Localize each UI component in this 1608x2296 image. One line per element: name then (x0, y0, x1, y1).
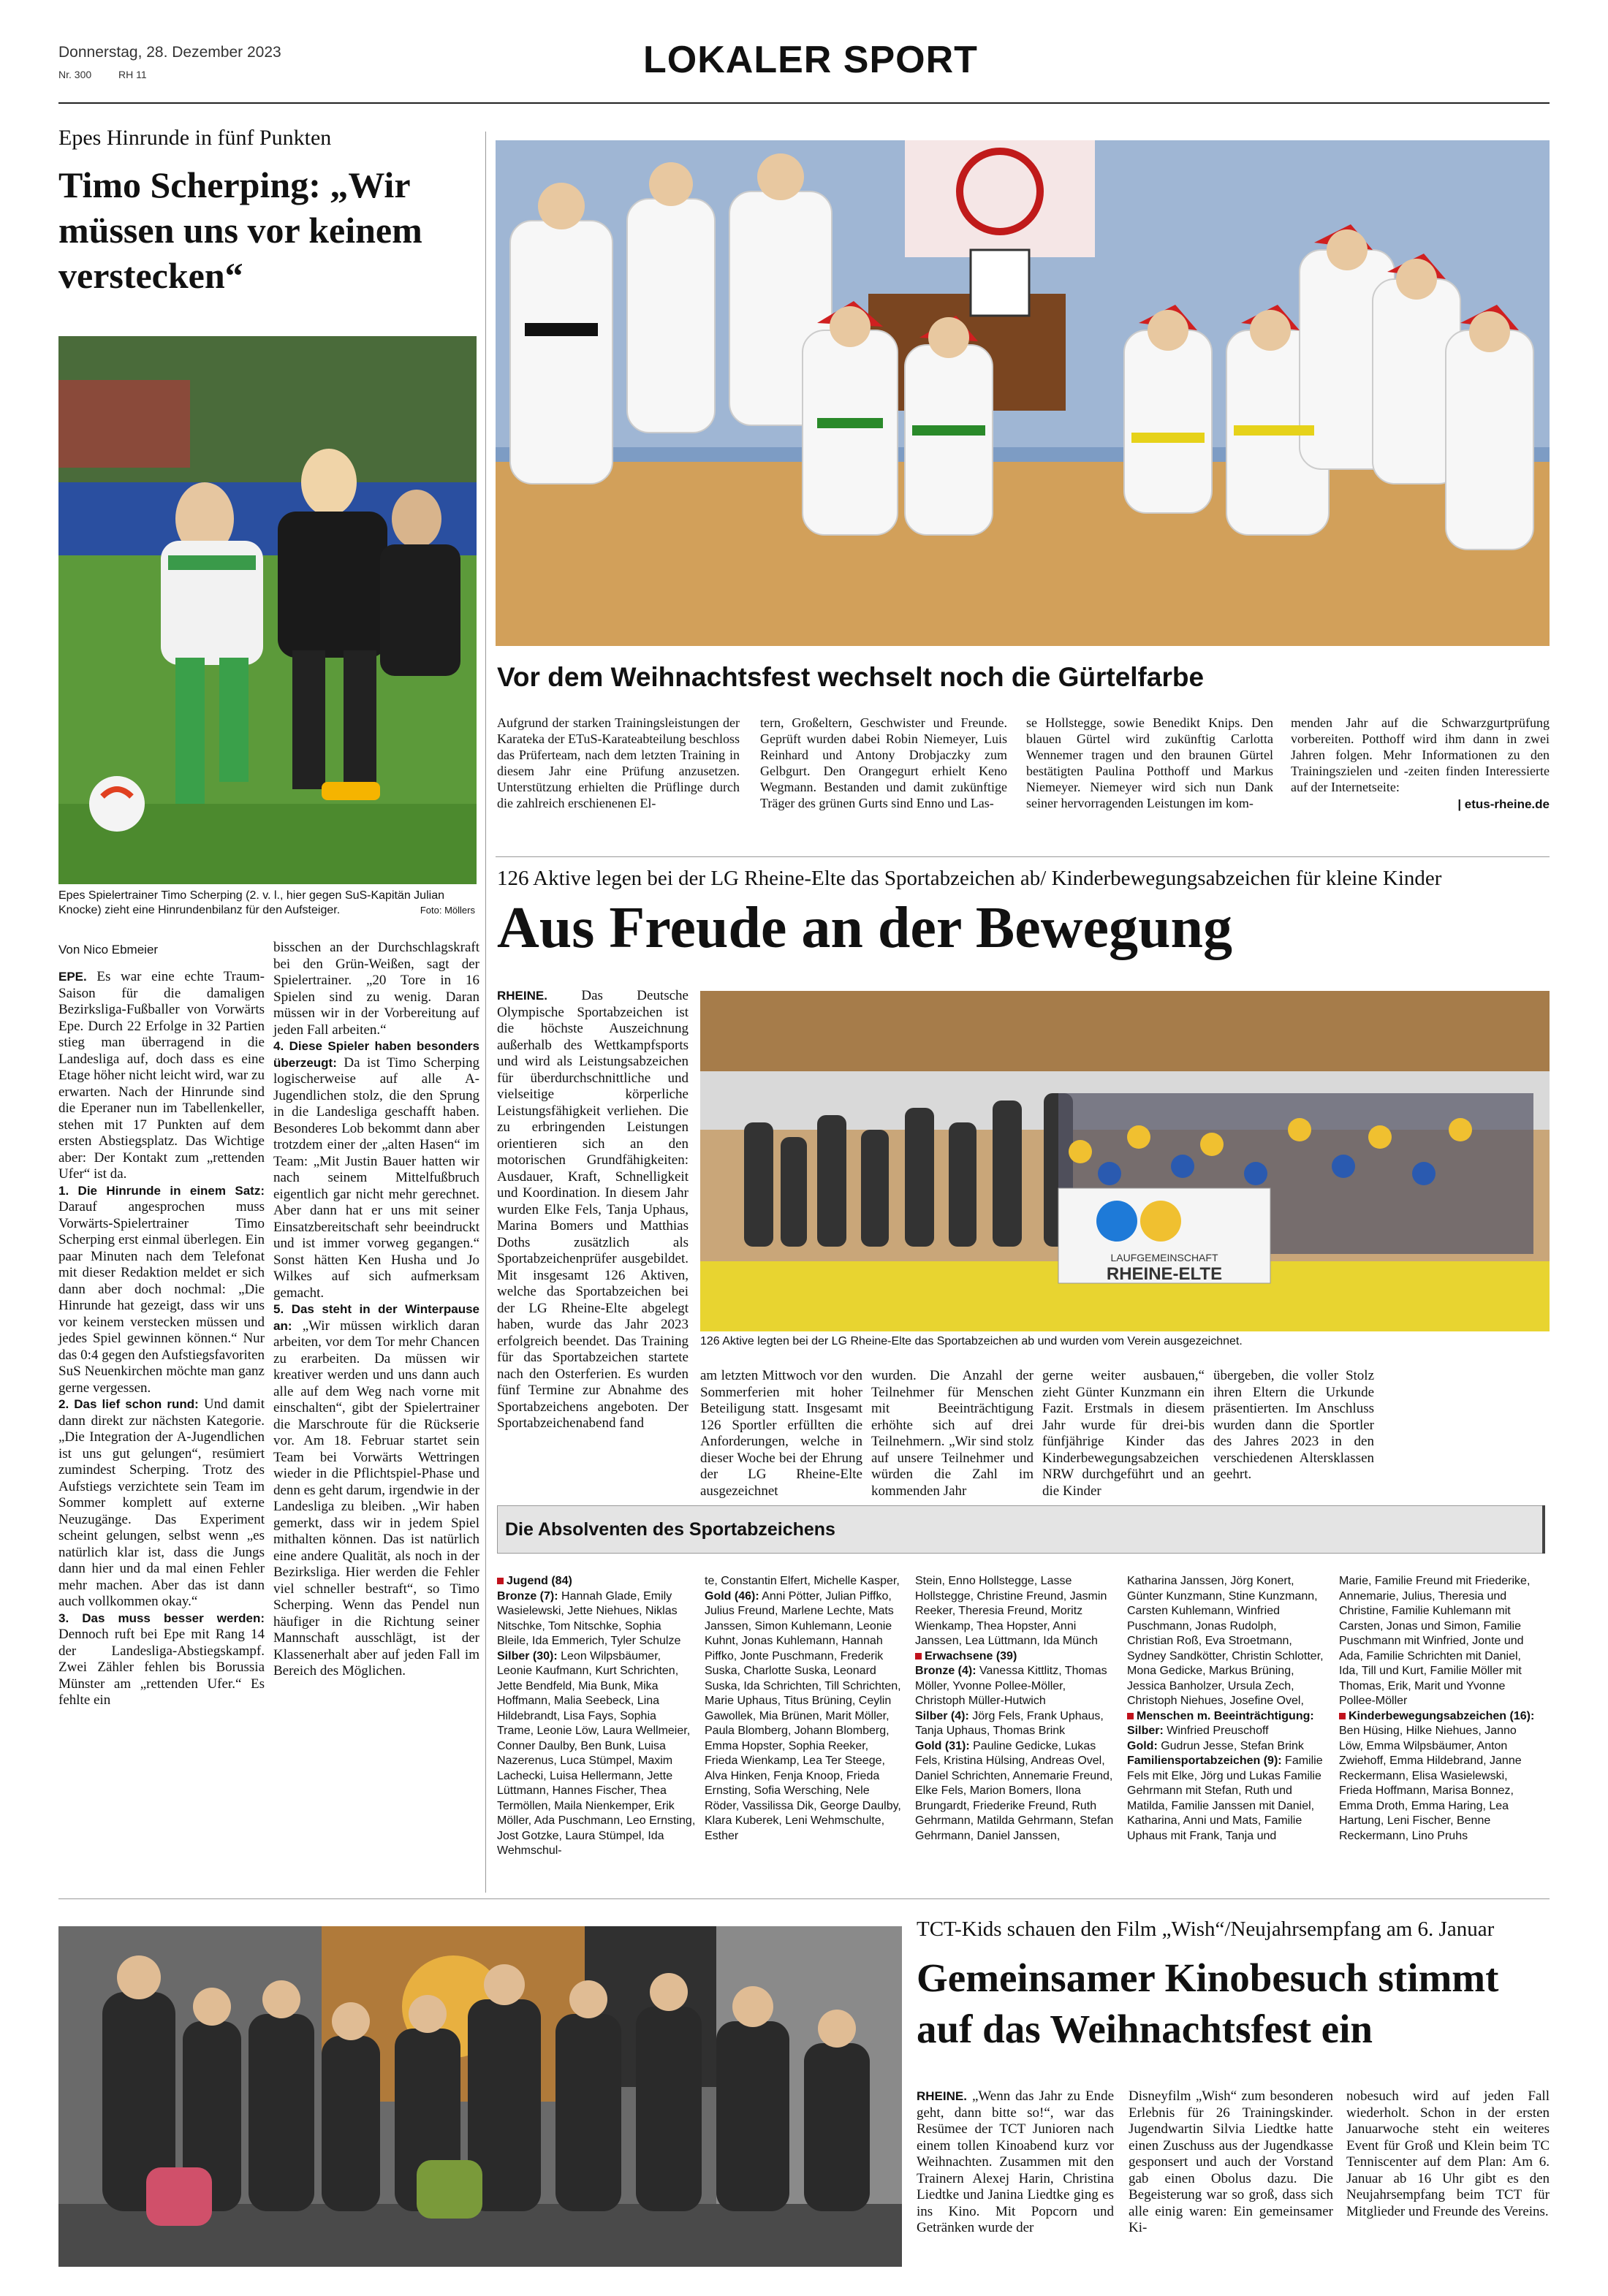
absolventen-category: Gold (46): (705, 1589, 759, 1603)
absolventen-entry (497, 1649, 696, 1859)
absolventen-names: Pauline Gedicke, Lukas Fels, Kristina Hülsing, Andreas Ovel, Daniel Schrichten, Annemarie Freund, Elke Fels, Marion Bomers, Ilona Brungardt, Friederike Freund, Ruth Gehrmann, Matilda Gehrmann, Stefan Gehrmann, Daniel Janssen, (915, 1739, 1114, 1842)
lg-kicker: 126 Aktive legen bei der LG Rheine-Elte das Sportabzeichen ab/ Kinderbewegungsabzeichen für kleine Kinder (497, 867, 1442, 890)
absolventen-category: Silber (4): (915, 1709, 969, 1722)
absolventen-names: Katharina Janssen, Jörg Konert, Günter Kunzmann, Stine Kunzmann, Carsten Kuhlemann, Winfried Puschmann, Jonas Rudolph, Christian Roß, Eva Stroetmann, Sydney Sandkötter, Christin Schlotter, Mona Gedicke, Markus Brüning, Jessica Banholzer, Ursula Zech, Christoph Niehues, Josefine Ovel, (1127, 1575, 1324, 1707)
bullet-square-icon (497, 1578, 504, 1584)
karate-column-4: menden Jahr auf die Schwarzgurtprüfung vorbereiten. Potthoff wird ihm dann in zwei Jahren folgen. Mehr Informationen zu den Trainingszielen und -zeiten finden Interessierte auf der Internetseite: | etus-rheine.de (1291, 715, 1550, 811)
absolventen-category: Gold (31): (915, 1739, 970, 1752)
absolventen-entry (497, 1574, 696, 1589)
absolventen-entry (705, 1589, 903, 1844)
epe-headline: Timo Scherping: „Wir müssen uns vor keinem verstecken“ (58, 164, 422, 296)
lg-column-4: gerne weiter ausbauen,“ zieht Günter Kunzmann ein Fazit. Erstmals in diesem Jahr wurde für drei-bis fünfjährige Kinder das Kinderbewegungsabzeichen NRW durchgeführt und an die Kinder (1042, 1368, 1205, 1499)
header-rule (58, 102, 1550, 104)
lg-intro-column: RHEINE. Das Deutsche Olympische Sportabzeichen ist die höchste Auszeichnung außerhalb des Wettkampfsports und wird als Leistungsabzeichen für überdurchschnittliche und vielseitige körperliche Leistungsfähigkeit verliehen. Die zu erbringenden Leistungen orientieren sich an den motorischen Grundfähigkeiten: Ausdauer, Kraft, Schnelligkeit und Koordination. In diesem Jahr wurden Elke Fels, Tanja Uphaus, Marina Bomers und Matthias Doths zusätzlich als Sportabzeichenprüfer ausgebildet. Mit insgesamt 126 Aktiven, welche das Sportabzeichen bei der LG Rheine-Elte abgelegt haben, wurde das Jahr 2023 erfolgreich beendet. Das Training für das Sportabzeichen startete nach den Osterferien. Es wurden fünf Termine zur Abnahme des Sportabzeichens angeboten. Der Sportabzeichenabend fand (497, 988, 689, 1431)
absolventen-list-1 (497, 1574, 696, 1859)
absolventen-entry (915, 1739, 1114, 1844)
absolventen-names: Familie Fels mit Elke, Jörg und Lukas Familie Gehrmann mit Stefan, Ruth und Matilda, Familie Janssen mit Daniel, Katharina, Anni und Mats, Familie Uphaus mit Frank, Tanja und (1127, 1755, 1323, 1842)
karate-headline: Vor dem Weihnachtsfest wechselt noch die Gürtelfarbe (497, 662, 1205, 692)
bullet-square-icon (915, 1653, 922, 1660)
lg-column-5: übergeben, die voller Stolz ihren Eltern die Urkunde präsentierten. Im Anschluss wurden dann die Sportler des Jahres 2023 in den verschiedenen Altersklassen geehrt. (1213, 1368, 1374, 1482)
absolventen-names: Stein, Enno Hollstegge, Lasse Hollstegge, Christine Freund, Jasmin Reeker, Theresia Freund, Moritz Wienkamp, Thea Hopster, Anni Janssen, Lea Lüttmann, Ida Münch (915, 1575, 1107, 1647)
absolventen-names: Jörg Fels, Frank Uphaus, Tanja Uphaus, Thomas Brink (915, 1709, 1104, 1737)
epe-author: Von Nico Ebmeier (58, 943, 159, 957)
absolventen-category: Silber (30): (497, 1649, 558, 1662)
absolventen-category: Bronze (4): (915, 1665, 976, 1677)
absolventen-list-2 (705, 1574, 903, 1844)
vertical-rule-left (485, 132, 486, 1893)
absolventen-category: Bronze (7): (497, 1589, 558, 1603)
absolventen-list-3 (915, 1574, 1114, 1844)
lg-column-2: am letzten Mittwoch vor den Sommerferien mit hoher Beteiligung statt. Insgesamt 126 Sportler erfüllten die Anforderungen, welche in dieser Woche bei der Ehrung der LG Rheine-Elte ausgezeichnet (700, 1368, 862, 1499)
divider-lg-tct (58, 1898, 1550, 1899)
absolventen-entry (915, 1649, 1114, 1665)
absolventen-box (497, 1505, 1543, 1554)
absolventen-names: Gudrun Jesse, Stefan Brink (1157, 1739, 1304, 1752)
absolventen-list-5 (1339, 1574, 1544, 1844)
tct-column-3: nobesuch wird auf jeden Fall wiederholt. Schon in der ersten Januarwoche steht ein weiteres Event für Groß und Klein beim TC Tenniscenter auf dem Plan: Am 6. Januar ab 16 Uhr gibt es den Neujahrsempfang beim TCT für Mitglieder und Freunde des Vereins. (1346, 2088, 1550, 2219)
bullet-square-icon (1127, 1713, 1134, 1719)
section-title: LOKALER SPORT (643, 39, 978, 81)
absolventen-entry (1127, 1724, 1326, 1739)
absolventen-list-4 (1127, 1574, 1326, 1844)
absolventen-category: Silber: (1127, 1725, 1164, 1737)
absolventen-box-shadow (1542, 1505, 1545, 1554)
karate-column-3: se Hollstegge, sowie Benedikt Knips. Den blauen Gürtel wird zukünftig Carlotta Wennemer tragen und den braunen Gürtel bestätigten Paulina Potthoff und Markus Niemeyer. Niemeyer wird sich nun Dank seiner hervorragenden Leistungen im kom- (1026, 715, 1273, 810)
karate-column-2: tern, Großeltern, Geschwister und Freunde. Geprüft wurden dabei Robin Niemeyer, Luis Reinhard und Antony Drobjaczky zum Gelbgurt. Den Orangegurt erhielt Keno Wegmann. Bestanden und damit zukünftige Träger des grünen Gurts sind Enno und Las- (760, 715, 1007, 810)
tct-column-1: RHEINE. „Wenn das Jahr zu Ende geht, dann bitte so!“, war das Resümee der TCT Junioren nach einem tollen Kinoabend kurz vor Weihnachten. Zusammen mit den Trainern Alexej Harin, Christina Liedtke und Janina Liedtke ging es ins Kino. Mit Popcorn und Getränken wurde der (917, 2088, 1115, 2235)
absolventen-entry (915, 1664, 1114, 1709)
masthead-edition: RH 11 (118, 69, 147, 80)
karate-photo (496, 140, 1550, 646)
lg-group-photo (700, 991, 1550, 1331)
absolventen-category: Jugend (84) (507, 1575, 572, 1587)
epe-kicker: Epes Hinrunde in fünf Punkten (58, 126, 332, 150)
absolventen-category: Menschen m. Beeinträchtigung: (1137, 1709, 1314, 1722)
tct-cinema-photo (58, 1926, 902, 2267)
absolventen-names: te, Constantin Elfert, Michelle Kasper, (705, 1575, 900, 1587)
absolventen-entry (1127, 1754, 1326, 1844)
absolventen-entry (915, 1709, 1114, 1739)
absolventen-names: Marie, Familie Freund mit Friederike, Annemarie, Julius, Theresia und Christine, Familie Kuhlemann mit Carsten, Jonas und Simon, Familie Puschmann mit Winfried, Jonte und Ada, Familie Schrichten mit Daniel, Ida, Till und Kurt, Familie Möller mit Thomas, Erik, Marit und Yvonne Pollee-Möller (1339, 1575, 1531, 1707)
absolventen-entry (1127, 1709, 1326, 1725)
absolventen-category: Gold: (1127, 1739, 1158, 1752)
karate-column-1: Aufgrund der starken Trainingsleistungen der Karateka der ETuS-Karateabteilung beschloss das Prüferteam, nach dem letzten Training in diesem Jahr eine Prüfung anzusetzen. Unterstützung erhielten die Prüflinge durch die zahlreich erschienenen El- (497, 715, 740, 810)
bullet-square-icon (1339, 1713, 1346, 1719)
tct-kicker: TCT-Kids schauen den Film „Wish“/Neujahrsempfang am 6. Januar (917, 1917, 1495, 1941)
tct-column-2: Disneyfilm „Wish“ zum besonderen Erlebnis für 26 Trainingskinder. Jugendwartin Silvia Liedtke hatte einen Zuschuss aus der Jugendkasse gesponsert und auch der Vorstand gab einen Obolus dazu. Die Begeisterung war so groß, dass sich alle einig waren: Ein gemeinsamer Ki- (1129, 2088, 1333, 2235)
epe-photo-credit: Foto: Möllers (420, 905, 475, 916)
lg-headline: Aus Freude an der Bewegung (497, 896, 1233, 960)
absolventen-entry (497, 1589, 696, 1649)
absolventen-names: Vanessa Kittlitz, Thomas Möller, Yvonne Pollee-Möller, Christoph Müller-Hutwich (915, 1665, 1107, 1707)
absolventen-title: Die Absolventen des Sportabzeichens (505, 1519, 835, 1540)
epe-photo-caption: Epes Spielertrainer Timo Scherping (2. v. l., hier gegen SuS-Kapitän Julian Knocke) zieht eine Hinrundenbilanz für den Aufsteiger. Foto: Möllers (58, 889, 475, 916)
epe-column-1: EPE. Es war eine echte Traum-Saison für die damaligen Bezirksliga-Fußballer von Vorwärts Epe. Durch 22 Erfolge in 32 Partien stieg man überragend in die Landesliga auf, doch dass es eine Etage höher nicht leicht wird, war zu erwarten. Nach der Hinrunde sind die Eperaner nun im Tabellenkeller, stehen mit 17 Punkten auf dem ersten Abstiegsplatz. Das Wichtige aber: Der Kontakt zum „rettenden Ufer“ ist da. 1. Die Hinrunde in einem Satz: Darauf angesprochen muss Vorwärts-Spielertrainer Timo Scherping erst einmal überlegen. Ein paar Minuten nach dem Telefonat mit dieser Redaktion meldet er sich dann aber doch nochmal: „Die Hinrunde hat gezeigt, dass wir uns vor keinem verstecken müssen und jedes Spiel gewinnen können.“ Nur das 0:4 gegen den Aufstiegsfavoriten SuS Neuenkirchen möchte man ganz gerne vergessen. 2. Das lief schon rund: Und damit dann direkt zur nächsten Kategorie. „Die Integration der A-Jugendlichen ist uns gut gelungen“, resümiert zumindest Scherping. Trotz des Aufstiegs verzichtete sein Team im Sommer komplett auf externe Neuzugänge. Das Experiment scheint gelungen, selbst wenn „es natürlich klar ist, dass die Jungs dann hier und da mal einen Fehler mehr machen. Aber das ist dann auch vollkommen okay.“ 3. Das muss besser werden: Dennoch ruft bei Epe mit Rang 14 der Landesliga-Abstiegskampf. Zwei Zähler fehlen bis Borussia Münster am „rettenden Ufer.“ Es fehlte ein (58, 969, 265, 1708)
absolventen-entry (1339, 1709, 1544, 1844)
lg-banner-top: LAUFGEMEINSCHAFT (1110, 1252, 1218, 1263)
absolventen-names: Hannah Glade, Emily Wasielewski, Jette Niehues, Niklas Nitschke, Tom Nitschke, Sophia Bleile, Ida Emmerich, Tyler Schulze (497, 1589, 681, 1647)
masthead-issue: Nr. 300 (58, 69, 92, 80)
absolventen-names: Winfried Preuschoff (1163, 1725, 1269, 1737)
karate-website-link[interactable]: etus-rheine.de (1464, 797, 1550, 811)
epe-football-photo (58, 336, 477, 884)
absolventen-category: Kinderbewegungsabzeichen (16): (1349, 1709, 1535, 1722)
absolventen-names: Ben Hüsing, Hilke Niehues, Janno Löw, Emma Wilpsbäumer, Anton Zwiehoff, Emma Hildebrand, Janne Reckermann, Elisa Wasielewski, Frieda Hoffmann, Marisa Bonnez, Emma Droth, Emma Haring, Lea Hartung, Leni Fischer, Benne Reckermann, Lino Pruhs (1339, 1725, 1522, 1842)
masthead-date: Donnerstag, 28. Dezember 2023 (58, 44, 281, 61)
epe-column-2: bisschen an der Durchschlagskraft bei den Grün-Weißen, sagt der Spielertrainer. „20 Tore in 16 Spielen sind zu wenig. Daran müssen wir in der Vorbereitung auf jeden Fall arbeiten.“ 4. Diese Spieler haben besonders überzeugt: Da ist Timo Scherping logischerweise auf alle A-Jugendlichen stolz, die den Sprung in die Landesliga geschafft haben. Besonderes Lob bekommt dann aber trotzdem einer der „alten Hasen“ im Team: „Mit Justin Bauer hatten wir nach seinem Mittelfußbruch eigentlich gar nicht mehr gerechnet. Aber dann hat er uns mit seiner Einsatzbereitschaft sehr beeindruckt und ist immer vorweg gegangen.“ Sonst hätten Ken Husha und Jo Wilkes auf sich aufmerksam gemacht. 5. Das steht in der Winterpause an: „Wir müssen wirklich daran arbeiten, vor dem Tor mehr Chancen zu erarbeiten. Da müssen wir kreativer werden und uns dann auch alle auf dem Weg nach vorne mit einschalten“, gibt der Spielertrainer die Marschroute für die Rückserie vor. Am 18. Februar startet sein Team bei Vorwärts Wettringen wieder in die Pflichtspiel-Phase und denn es geht darum, irgendwie in der Landesliga zu bleiben. „Wir haben gemerkt, dass wir in jedem Spiel mithalten können. Das ist natürlich eine andere Qualität, als noch in der Bezirksliga. Hier werden die Fehler viel schneller bestraft“, so Timo Scherping. Wenn das Pendel nun häufiger in die Richtung seiner Mannschaft ausschlägt, ist der Klassenerhalt aber auf jeden Fall im Bereich des Möglichen. (273, 940, 479, 1679)
absolventen-entry (705, 1574, 903, 1589)
absolventen-names: Anni Pötter, Julian Piffko, Julius Freund, Marlene Lechte, Mats Janssen, Simon Kuhlemann, Leonie Kuhnt, Jonas Kuhlemann, Hannah Piffko, Jonte Puschmann, Frederik Suska, Charlotte Suska, Leonard Suska, Ida Schrichten, Till Schrichten, Marie Uphaus, Titus Brüning, Ceylin Gawollek, Mia Brünen, Marit Möller, Paula Blomberg, Johann Blomberg, Emma Hopster, Sophia Reeker, Frieda Wienkamp, Lea Ter Steege, Alva Hinken, Fenja Knoop, Frieda Ernsting, Sofia Wersching, Nele Röder, Vassilissa Dik, George Daulby, Klara Kuberek, Leni Wehmschulte, Esther (705, 1589, 901, 1842)
absolventen-names: Leon Wilpsbäumer, Leonie Kaufmann, Kurt Schrichten, Jette Bendfeld, Mia Bunk, Mika Hoffmann, Malia Seebeck, Lina Hildebrandt, Lisa Fays, Sophia Trame, Leonie Löw, Laura Wellmeier, Conner Daulby, Ben Bunk, Luisa Nazerenus, Luca Stümpel, Maxim Lachecki, Luisa Hellermann, Jette Lüttmann, Hannes Fischer, Thea Termöllen, Maila Nienkemper, Erik Möller, Ada Puschmann, Leo Ernsting, Jost Gotzke, Laura Stümpel, Ida Wehmschul- (497, 1649, 696, 1857)
absolventen-entry (1127, 1739, 1326, 1755)
lg-photo-caption: 126 Aktive legten bei der LG Rheine-Elte das Sportabzeichen ab und wurden vom Verein ausgezeichnet. (700, 1335, 1243, 1347)
absolventen-category: Erwachsene (39) (925, 1649, 1017, 1662)
absolventen-category: Familiensportabzeichen (9): (1127, 1755, 1282, 1767)
lg-banner-bottom: RHEINE-ELTE (1106, 1264, 1223, 1284)
absolventen-entry (1127, 1574, 1326, 1709)
absolventen-entry (915, 1574, 1114, 1649)
absolventen-entry (1339, 1574, 1544, 1709)
lg-column-3: wurden. Die Anzahl der Teilnehmer für Menschen mit Beeinträchtigung erhöhte sich auf drei Teilnehmern. „Wir sind stolz auf unsere Teilnehmer und würden die Zahl im kommenden Jahr (871, 1368, 1034, 1499)
tct-headline: Gemeinsamer Kinobesuch stimmt auf das Weihnachtsfest ein (917, 1955, 1499, 2051)
divider-karate-lg (496, 856, 1550, 857)
